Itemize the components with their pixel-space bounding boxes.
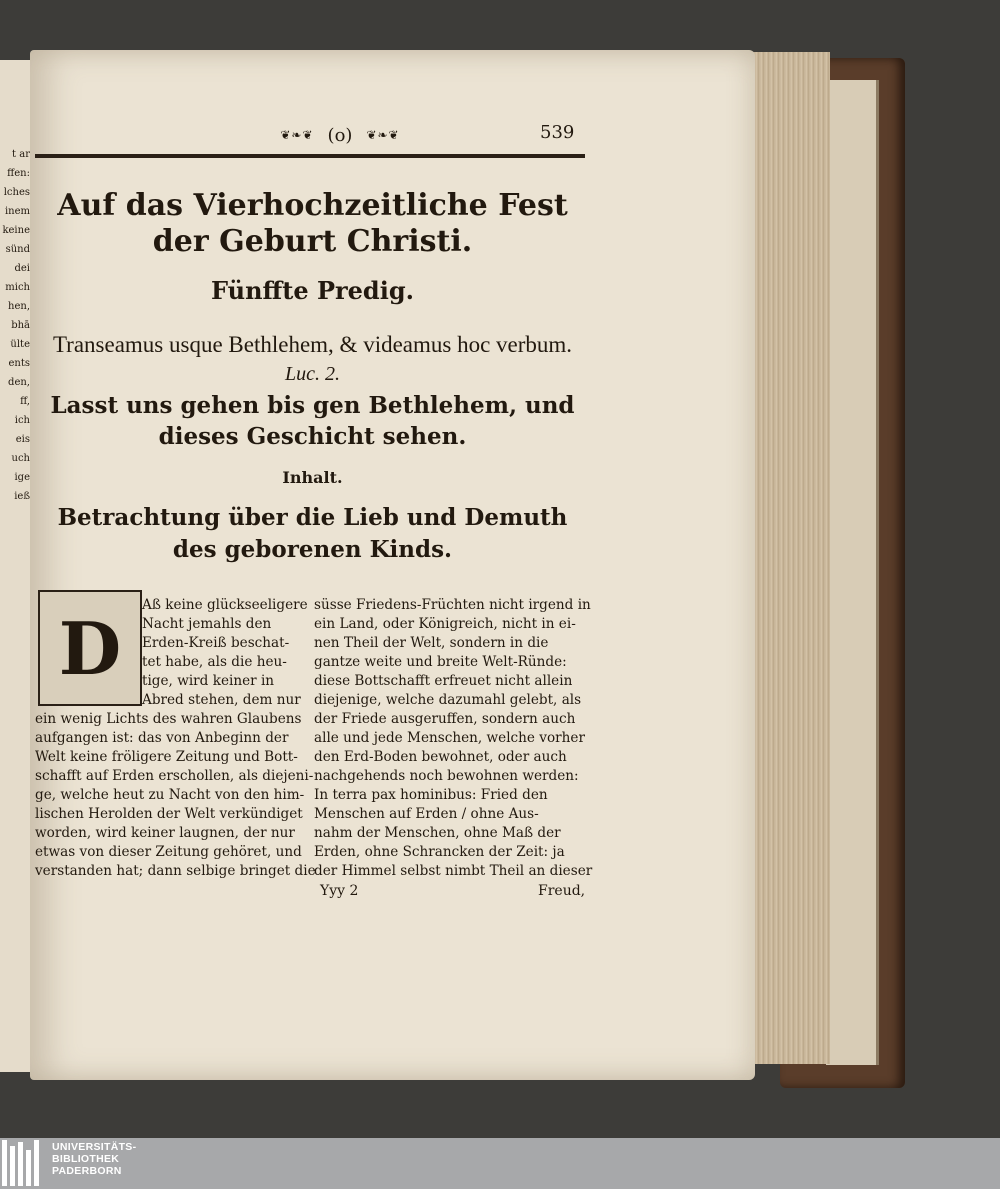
page-edges bbox=[748, 52, 830, 1064]
fragment-line: inem bbox=[4, 206, 30, 217]
german-verse: Lasst uns gehen bis gen Bethlehem, und dieses Geschicht sehen. bbox=[50, 392, 575, 450]
fragment-line: ülte bbox=[10, 339, 30, 350]
drop-cap-letter: D bbox=[58, 605, 122, 691]
text-line: ge, welche heut zu Nacht von den him- bbox=[35, 787, 305, 803]
text-line: gantze weite und breite Welt-Ründe: bbox=[314, 654, 567, 670]
catchword: Freud, bbox=[538, 883, 586, 899]
book-page bbox=[30, 50, 755, 1080]
fragment-line: uch bbox=[11, 453, 30, 464]
fragment-line: ents bbox=[8, 358, 30, 369]
text-line: Erden, ohne Schrancken der Zeit: ja bbox=[314, 844, 565, 860]
library-logo-icon bbox=[2, 1140, 46, 1186]
text-line: Welt keine fröligere Zeitung und Bott- bbox=[35, 749, 298, 765]
text-line: Nacht jemahls den bbox=[142, 616, 272, 632]
ornamental-drop-cap bbox=[38, 590, 142, 706]
sermon-subtitle: Fünffte Predig. bbox=[211, 276, 414, 305]
fragment-line: lches bbox=[3, 187, 30, 198]
text-line: verstanden hat; dann selbige bringet die bbox=[35, 863, 316, 879]
text-line: aufgangen ist: das von Anbeginn der bbox=[35, 730, 289, 746]
fragment-line: ige bbox=[14, 472, 30, 483]
library-logo-text bbox=[52, 1141, 136, 1177]
text-line: tige, wird keiner in bbox=[142, 673, 275, 689]
cover-endpaper bbox=[826, 80, 879, 1065]
header-marker: (o) bbox=[327, 124, 353, 146]
bible-reference: Luc. 2. bbox=[285, 363, 340, 385]
text-line: tet habe, als die heu- bbox=[142, 654, 287, 670]
ornament-right: ❦❧❦ bbox=[366, 128, 400, 142]
signature-mark: Yyy 2 bbox=[320, 883, 359, 899]
logo-line-2: BIBLIOTHEK bbox=[52, 1153, 120, 1165]
fragment-line: sünd bbox=[5, 244, 30, 255]
text-line: Erden-Kreiß beschat- bbox=[142, 635, 290, 651]
fragment-line: ffen: bbox=[7, 168, 30, 179]
inhalt-heading: Inhalt. bbox=[282, 468, 343, 487]
text-line: diejenige, welche dazumahl gelebt, als bbox=[314, 692, 582, 708]
text-line: Abred stehen, dem nur bbox=[142, 692, 301, 708]
fragment-line: eis bbox=[15, 434, 30, 445]
sermon-title: Auf das Vierhochzeitliche Fest der Geburt Christi. bbox=[57, 188, 568, 259]
column1-beside-cap bbox=[142, 596, 308, 710]
left-page-text-fragments bbox=[0, 145, 30, 506]
text-line: ein wenig Lichts des wahren Glaubens bbox=[35, 711, 302, 727]
text-line: In terra pax hominibus: Fried den bbox=[314, 787, 548, 803]
page-number: 539 bbox=[540, 122, 575, 143]
text-line: schafft auf Erden erschollen, als diejeni- bbox=[35, 768, 314, 784]
ornament-left: ❦❧❦ bbox=[280, 128, 314, 142]
text-line: nachgehends noch bewohnen werden: bbox=[314, 768, 579, 784]
text-line: der Himmel selbst nimbt Theil an dieser bbox=[314, 863, 593, 879]
text-line: alle und jede Menschen, welche vorher bbox=[314, 730, 585, 746]
latin-verse: Transeamus usque Bethlehem, & videamus hoc verbum. bbox=[52, 332, 573, 357]
text-line: nen Theil der Welt, sondern in die bbox=[314, 635, 549, 651]
header-rule bbox=[35, 154, 585, 158]
column2-text bbox=[314, 596, 593, 881]
fragment-line: ieß bbox=[14, 491, 30, 502]
inhalt-text: Betrachtung über die Lieb und Demuth des geborenen Kinds. bbox=[57, 504, 568, 563]
text-line: nahm der Menschen, ohne Maß der bbox=[314, 825, 561, 841]
text-line: worden, wird keiner laugnen, der nur bbox=[35, 825, 295, 841]
column1-text bbox=[35, 710, 316, 881]
logo-line-3: PADERBORN bbox=[52, 1165, 122, 1177]
fragment-line: ich bbox=[14, 415, 30, 426]
fragment-line: hen, bbox=[8, 301, 30, 312]
fragment-line: bhā bbox=[11, 320, 30, 331]
fragment-line: keine bbox=[2, 225, 30, 236]
text-line: Aß keine glückseeligere bbox=[142, 597, 308, 613]
text-line: der Friede ausgeruffen, sondern auch bbox=[314, 711, 576, 727]
text-line: etwas von dieser Zeitung gehöret, und bbox=[35, 844, 302, 860]
text-line: den Erd-Boden bewohnet, oder auch bbox=[314, 749, 567, 765]
library-footer-bar bbox=[0, 1138, 1000, 1189]
running-header bbox=[220, 120, 460, 150]
logo-line-1: UNIVERSITÄTS- bbox=[52, 1141, 137, 1153]
fragment-line: ff, bbox=[20, 396, 30, 407]
left-page-margin bbox=[0, 60, 34, 1072]
text-line: ein Land, oder Königreich, nicht in ei- bbox=[314, 616, 576, 632]
fragment-line: mich bbox=[5, 282, 30, 293]
text-line: Menschen auf Erden / ohne Aus- bbox=[314, 806, 539, 822]
fragment-line: dei bbox=[14, 263, 30, 274]
fragment-line: t ar bbox=[12, 149, 30, 160]
fragment-line: den, bbox=[8, 377, 30, 388]
text-line: diese Bottschafft erfreuet nicht allein bbox=[314, 673, 573, 689]
text-line: süsse Friedens-Früchten nicht irgend in bbox=[314, 597, 591, 613]
text-line: lischen Herolden der Welt verkündiget bbox=[35, 806, 303, 822]
